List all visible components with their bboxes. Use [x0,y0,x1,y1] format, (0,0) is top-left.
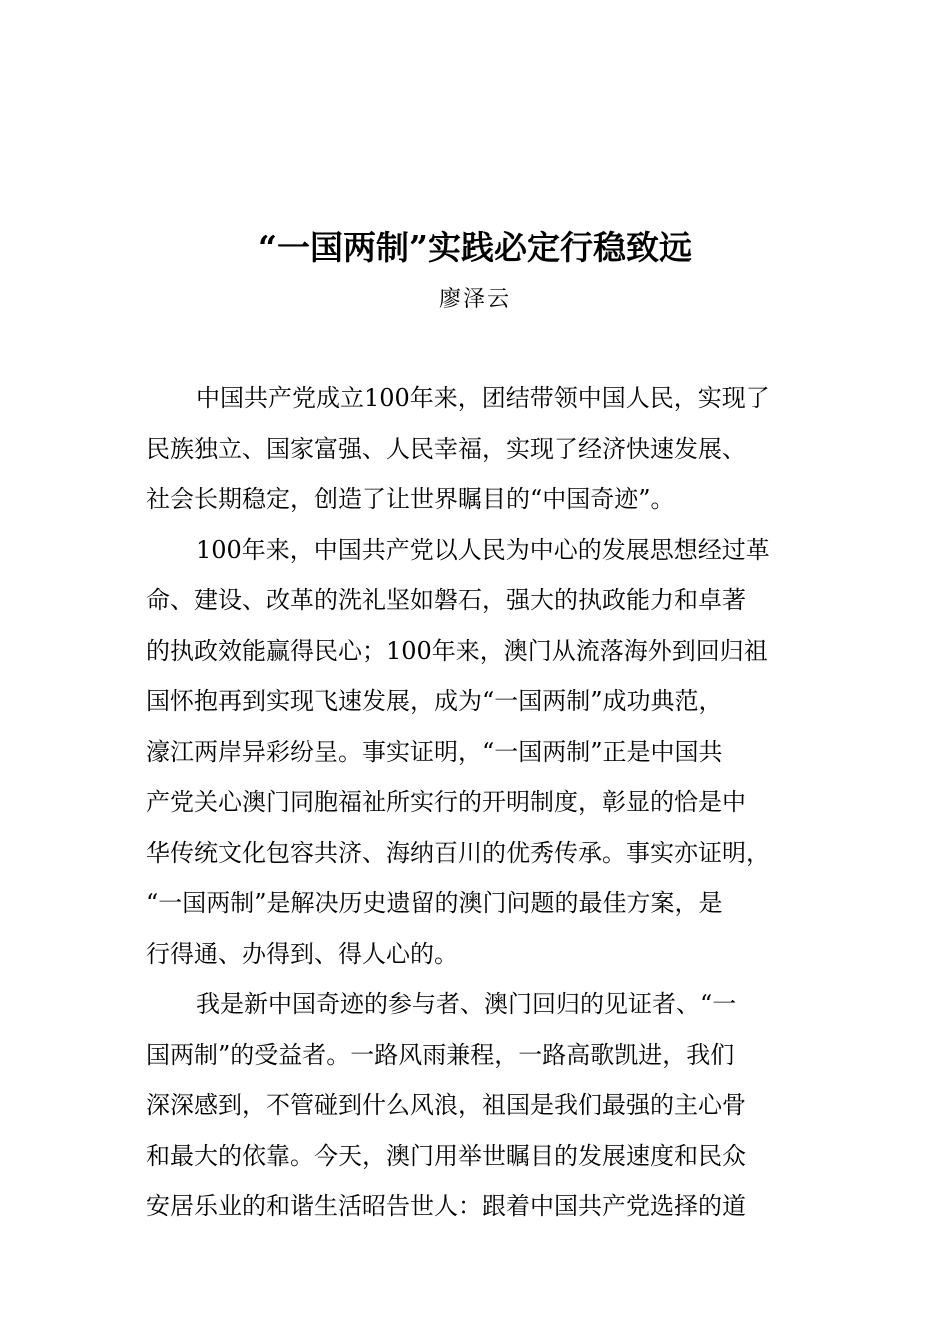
document-body [146,373,806,1232]
text-line: 濠江两岸异彩纷呈。事实证明，“一国两制”正是中国共 [146,737,723,766]
document-title: “一国两制”实践必定行稳致远 [258,228,692,267]
text-line: 华传统文化包容共济、海纳百川的优秀传承。事实亦证明， [146,838,770,867]
text-line: 国两制”的受益者。一路风雨兼程，一路高歌凯进，我们 [146,1040,735,1069]
text-line: 命、建设、改革的洗礼坚如磐石，强大的执政能力和卓著 [146,586,746,614]
text-line: 行得通、办得到、得人心的。 [146,939,458,968]
text-line: 和最大的依靠。今天，澳门用举世瞩目的发展速度和民众 [146,1141,746,1170]
text-line: 的执政效能赢得民心；100年来，澳门从流落海外到回归祖 [146,636,768,665]
text-line: 安居乐业的和谐生活昭告世人：跟着中国共产党选择的道 [146,1192,746,1220]
text-line: 深深感到，不管碰到什么风浪，祖国是我们最强的主心骨 [146,1091,746,1119]
text-line: 社会长期稳定，创造了让世界瞩目的“中国奇迹”。 [146,485,675,513]
text-line: 100年来，中国共产党以人民为中心的发展思想经过革 [196,535,770,564]
text-line: 我是新中国奇迹的参与者、澳门回归的见证者、“一 [196,990,737,1018]
text-line: 产党关心澳门同胞福祉所实行的开明制度，彰显的恰是中 [146,788,746,816]
text-line: 民族独立、国家富强、人民幸福，实现了经济快速发展、 [146,434,746,463]
paragraph-1 [146,373,806,525]
document-author: 廖泽云 [438,287,511,312]
text-line: 中国共产党成立100年来，团结带领中国人民，实现了 [196,384,770,412]
text-line: 国怀抱再到实现飞速发展，成为“一国两制”成功典范， [146,687,723,715]
text-line: “一国两制”是解决历史遗留的澳门问题的最佳方案，是 [146,889,723,917]
paragraph-3 [146,979,806,1232]
paragraph-2 [146,525,806,980]
